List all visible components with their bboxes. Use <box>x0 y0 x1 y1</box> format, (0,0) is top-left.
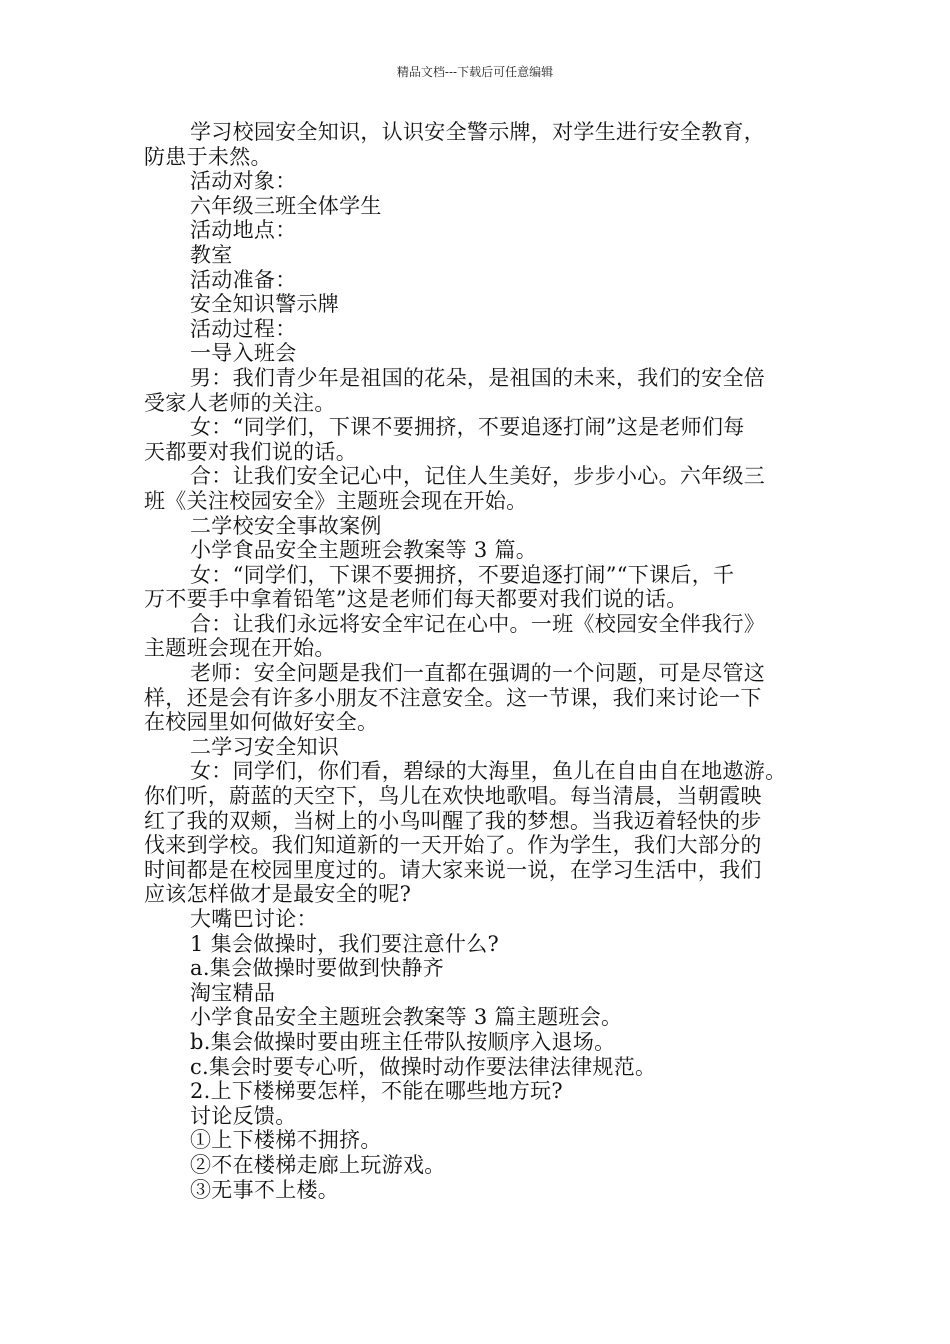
text-line: b.集会做操时要由班主任带队按顺序入退场。 <box>190 1029 616 1054</box>
text-line: ①上下楼梯不拥挤。 <box>190 1128 382 1153</box>
text-line: 活动过程： <box>190 316 297 341</box>
text-line: 伐来到学校。我们知道新的一天开始了。作为学生，我们大部分的 <box>144 833 762 858</box>
text-line: 讨论反馈。 <box>190 1103 297 1128</box>
text-line: 防患于未然。 <box>144 144 272 169</box>
text-line: 时间都是在校园里度过的。请大家来说一说，在学习生活中，我们 <box>144 857 762 882</box>
text-line: 教室 <box>190 242 233 267</box>
text-line: 红了我的双颊，当树上的小鸟叫醒了我的梦想。当我迈着轻快的步 <box>144 808 762 833</box>
text-line: 六年级三班全体学生 <box>190 193 382 218</box>
text-line: 你们听，蔚蓝的天空下，鸟儿在欢快地歌唱。每当清晨，当朝霞映 <box>144 784 762 809</box>
text-line: 主题班会现在开始。 <box>144 636 336 661</box>
text-line: 小学食品安全主题班会教案等 3 篇主题班会。 <box>190 1005 623 1030</box>
text-line: 在校园里如何做好安全。 <box>144 710 379 735</box>
text-line: 大嘴巴讨论： <box>190 907 318 931</box>
text-line: 天都要对我们说的话。 <box>144 439 357 464</box>
text-line: 女：同学们，你们看，碧绿的大海里，鱼儿在自由自在地遨游。 <box>190 759 787 784</box>
text-line: 男：我们青少年是祖国的花朵，是祖国的未来，我们的安全倍 <box>190 365 766 390</box>
text-line: 应该怎样做才是最安全的呢? <box>144 882 412 907</box>
document-body <box>144 120 819 1202</box>
text-line: 学习校园安全知识，认识安全警示牌，对学生进行安全教育， <box>190 120 766 144</box>
text-line: 女：“同学们，下课不要拥挤，不要追逐打闹”这是老师们每 <box>190 415 745 440</box>
text-line: ②不在楼梯走廊上玩游戏。 <box>190 1152 446 1177</box>
text-line: 1 集会做操时，我们要注意什么? <box>190 931 500 956</box>
text-line: ③无事不上楼。 <box>190 1177 340 1202</box>
text-line: 样，还是会有许多小朋友不注意安全。这一节课，我们来讨论一下 <box>144 685 762 710</box>
text-line: 女：“同学们，下课不要拥挤，不要追逐打闹”“下课后，千 <box>190 562 735 587</box>
text-line: 一导入班会 <box>190 341 297 366</box>
text-line: 活动地点： <box>190 218 297 243</box>
text-line: 老师：安全问题是我们一直都在强调的一个问题，可是尽管这 <box>190 661 766 686</box>
text-line: 活动对象： <box>190 169 297 194</box>
text-line: c.集会时要专心听，做操时动作要法律法律规范。 <box>190 1054 657 1079</box>
text-line: 二学校安全事故案例 <box>190 513 382 538</box>
text-line: 活动准备： <box>190 267 297 292</box>
text-line: 万不要手中拿着铅笔”这是老师们每天都要对我们说的话。 <box>144 587 688 612</box>
text-line: 班《关注校园安全》主题班会现在开始。 <box>144 488 528 513</box>
text-line: 小学食品安全主题班会教案等 3 篇。 <box>190 538 538 563</box>
text-line: 合：让我们永远将安全牢记在心中。一班《校园安全伴我行》 <box>190 611 766 636</box>
page-header: 精品文档---下载后可任意编辑 <box>396 65 554 79</box>
text-line: a.集会做操时要做到快静齐 <box>190 956 445 981</box>
text-line: 合：让我们安全记心中，记住人生美好，步步小心。六年级三 <box>190 464 766 489</box>
text-line: 2.上下楼梯要怎样，不能在哪些地方玩? <box>190 1079 563 1104</box>
text-line: 受家人老师的关注。 <box>144 390 336 415</box>
text-line: 安全知识警示牌 <box>190 292 340 317</box>
text-line: 二学习安全知识 <box>190 734 340 759</box>
text-line: 淘宝精品 <box>190 980 276 1005</box>
